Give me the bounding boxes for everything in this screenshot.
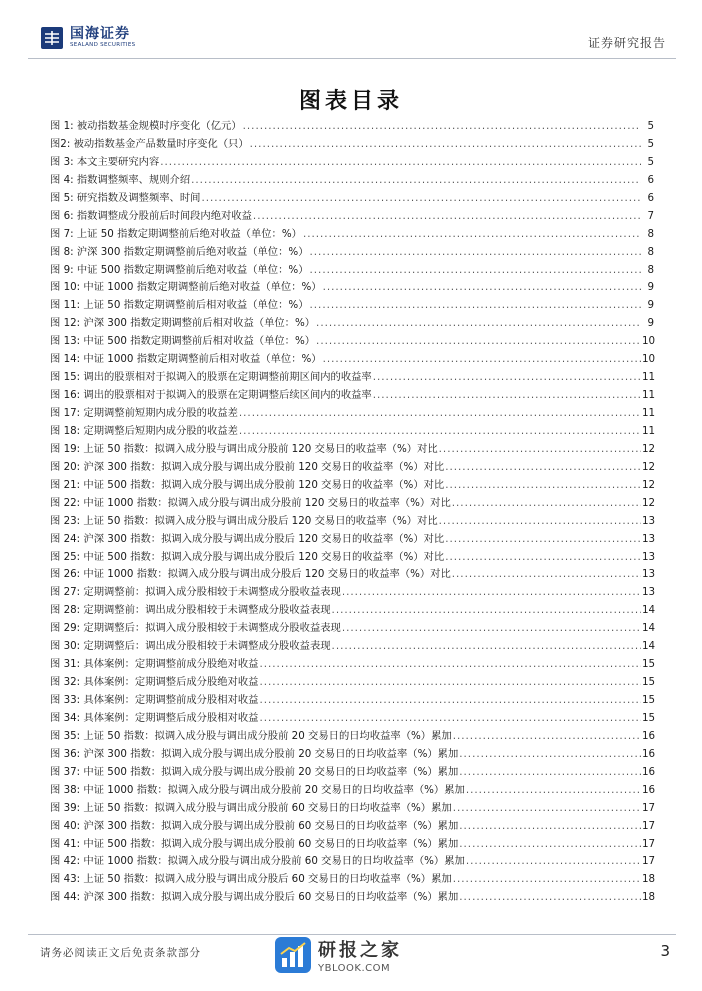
toc-entry[interactable] [50, 153, 654, 171]
toc-entry-page: 17 [642, 819, 656, 832]
toc-entry[interactable] [50, 637, 654, 655]
toc-entry-page: 14 [642, 640, 656, 653]
toc-entry-page: 11 [642, 424, 656, 437]
report-type: 证券研究报告 [587, 36, 666, 50]
toc-entry[interactable] [50, 835, 654, 853]
toc-entry[interactable] [50, 548, 654, 566]
toc-entry-page: 5 [647, 120, 654, 132]
toc-entry-page: 17 [642, 837, 656, 850]
toc-entry-label: 图 21: 中证 500 指数：拟调入成分股与调出成分股前 120 交易日的收益率（%）对比 [50, 478, 445, 491]
toc-dot-leader [445, 533, 641, 545]
toc-entry-page: 6 [647, 191, 654, 204]
toc-entry-label: 图 16: 调出的股票相对于拟调入的股票在定期调整后续区间内的收益率 [50, 389, 372, 402]
toc-entry-label: 图 26: 中证 1000 指数：拟调入成分股与调出成分股后 120 交易日的收益率（%）对比 [50, 568, 451, 581]
toc-entry[interactable] [50, 207, 654, 225]
toc-entry[interactable] [50, 799, 654, 817]
logo-name-en: SEALAND SECURITIES [70, 42, 136, 49]
toc-dot-leader [316, 317, 641, 329]
toc-entry-page: 13 [642, 568, 656, 581]
toc-entry-page: 15 [642, 676, 656, 689]
toc-entry-page: 13 [642, 550, 656, 563]
toc-dot-leader [323, 281, 641, 293]
toc-dot-leader [439, 443, 641, 455]
toc-entry-label: 图 1: 被动指数基金规模时序变化（亿元） [50, 120, 242, 132]
toc-entry[interactable] [50, 476, 654, 494]
toc-dot-leader [239, 407, 641, 419]
toc-entry[interactable] [50, 888, 654, 906]
toc-entry[interactable] [50, 619, 654, 637]
toc-entry-page: 13 [642, 586, 656, 599]
toc-dot-leader [466, 784, 641, 796]
toc-entry[interactable] [50, 530, 654, 548]
toc-entry[interactable] [50, 870, 654, 888]
toc-entry[interactable] [50, 135, 654, 153]
company-logo [40, 26, 135, 50]
toc-dot-leader [259, 712, 641, 724]
toc-dot-leader [452, 568, 641, 580]
toc-entry[interactable] [50, 368, 654, 386]
toc-entry[interactable] [50, 314, 654, 332]
toc-entry-page: 12 [642, 496, 656, 509]
toc-entry[interactable] [50, 440, 654, 458]
toc-entry-label: 图 41: 中证 500 指数：拟调入成分股与调出成分股前 60 交易日的日均收益率（%）累加 [50, 837, 459, 850]
toc-entry-page: 18 [642, 873, 656, 886]
toc-dot-leader [373, 371, 641, 383]
toc-dot-leader [332, 640, 641, 652]
toc-entry-label: 图 5: 研究指数及调整频率、时间 [50, 191, 201, 204]
toc-entry-label: 图 6: 指数调整成分股前后时间段内绝对收益 [50, 209, 252, 222]
toc-entry[interactable] [50, 261, 654, 279]
watermark-name: 研报之家 [318, 940, 402, 961]
bar-chart-logo-icon [274, 936, 312, 974]
toc-entry[interactable] [50, 727, 654, 745]
toc-entry-page: 6 [647, 173, 654, 186]
page-footer [28, 932, 676, 972]
toc-entry-page: 16 [642, 729, 656, 742]
toc-dot-leader [239, 425, 641, 437]
toc-dot-leader [250, 138, 641, 150]
toc-entry-label: 图 31: 具体案例：定期调整前成分股绝对收益 [50, 658, 259, 671]
toc-entry[interactable] [50, 601, 654, 619]
toc-entry-page: 13 [642, 532, 656, 545]
sealand-logo-icon [40, 26, 64, 50]
toc-dot-leader [243, 120, 641, 132]
toc-entry-label: 图 28: 定期调整前：调出成分股相较于未调整成分股收益表现 [50, 604, 331, 617]
toc-entry-page: 16 [642, 765, 656, 778]
toc-entry[interactable] [50, 583, 654, 601]
toc-entry-page: 8 [647, 227, 654, 240]
toc-entry-page: 15 [642, 694, 656, 706]
disclaimer-text: 请务必阅读正文后免责条款部分 [40, 947, 201, 959]
toc-entry[interactable] [50, 117, 654, 135]
toc-dot-leader [453, 873, 641, 885]
toc-dot-leader [201, 192, 641, 204]
footer-divider [28, 934, 676, 935]
toc-dot-leader [445, 551, 641, 563]
toc-dot-leader [373, 389, 641, 401]
logo-name-cn: 国海证券 [70, 26, 130, 43]
toc-entry[interactable] [50, 350, 654, 368]
toc-entry-label: 图 43: 上证 50 指数：拟调入成分股与调出成分股后 60 交易日的日均收益率（%）累加 [50, 873, 452, 886]
toc-entry-label: 图 37: 中证 500 指数：拟调入成分股与调出成分股前 20 交易日的日均收益率（%）累加 [50, 765, 459, 778]
toc-dot-leader [253, 210, 641, 222]
toc-entry-label: 图 29: 定期调整后：拟调入成分股相较于未调整成分股收益表现 [50, 622, 341, 635]
toc-entry-page: 9 [647, 299, 654, 312]
toc-entry[interactable] [50, 278, 654, 296]
toc-entry-label: 图 20: 沪深 300 指数：拟调入成分股与调出成分股前 120 交易日的收益率（%）对比 [50, 460, 445, 473]
watermark [274, 936, 402, 974]
toc-dot-leader [459, 748, 641, 760]
toc-entry-page: 9 [647, 317, 654, 330]
toc-entry-label: 图 42: 中证 1000 指数：拟调入成分股与调出成分股前 60 交易日的日均收益率（%）累加 [50, 855, 465, 868]
toc-dot-leader [453, 802, 641, 814]
toc-entry-label: 图 44: 沪深 300 指数：拟调入成分股与调出成分股后 60 交易日的日均收益率（%）累加 [50, 891, 459, 904]
toc-entry-label: 图 32: 具体案例：定期调整后成分股绝对收益 [50, 676, 259, 689]
toc-entry-label: 图 14: 中证 1000 指数定期调整前后相对收益（单位：%） [50, 353, 322, 366]
toc-entry-page: 15 [642, 711, 656, 724]
toc-entry[interactable] [50, 709, 654, 727]
toc-entry-label: 图 3: 本文主要研究内容 [50, 155, 160, 168]
toc-entry-page: 9 [647, 281, 654, 294]
toc-entry-page: 15 [642, 658, 656, 671]
toc-dot-leader [259, 658, 641, 670]
toc-dot-leader [445, 479, 641, 491]
toc-dot-leader [310, 299, 642, 311]
toc-entry-label: 图 12: 沪深 300 指数定期调整前后相对收益（单位：%） [50, 317, 316, 330]
toc-entry[interactable] [50, 512, 654, 530]
page-header [28, 22, 676, 64]
toc-dot-leader [303, 228, 641, 240]
toc-entry-label: 图 24: 沪深 300 指数：拟调入成分股与调出成分股后 120 交易日的收益率（%）对比 [50, 532, 445, 545]
toc-dot-leader [342, 586, 641, 598]
toc-entry-page: 14 [642, 604, 656, 617]
toc-entry[interactable] [50, 422, 654, 440]
toc-entry-label: 图 33: 具体案例：定期调整前成分股相对收益 [50, 694, 259, 706]
toc-entry[interactable] [50, 655, 654, 673]
toc-entry-label: 图 27: 定期调整前：拟调入成分股相较于未调整成分股收益表现 [50, 586, 341, 599]
toc-entry-label: 图 18: 定期调整后短期内成分股的收益差 [50, 424, 238, 437]
toc-entry-label: 图 19: 上证 50 指数：拟调入成分股与调出成分股前 120 交易日的收益率（%）对比 [50, 442, 438, 455]
toc-entry[interactable] [50, 404, 654, 422]
toc-entry[interactable] [50, 565, 654, 583]
toc-entry-page: 5 [647, 155, 654, 168]
toc-dot-leader [160, 156, 641, 168]
toc-entry-label: 图 23: 上证 50 指数：拟调入成分股与调出成分股后 120 交易日的收益率（%）对比 [50, 514, 438, 527]
toc-entry-page: 5 [647, 137, 654, 150]
toc-dot-leader [459, 838, 641, 850]
toc-entry-label: 图 9: 中证 500 指数定期调整前后绝对收益（单位：%） [50, 263, 309, 276]
header-divider [28, 58, 676, 59]
toc-entry[interactable] [50, 673, 654, 691]
toc-dot-leader [466, 855, 641, 867]
toc-entry-page: 11 [642, 407, 656, 419]
toc-entry-page: 11 [642, 371, 656, 384]
toc-entry-page: 8 [647, 263, 654, 276]
toc-entry[interactable] [50, 243, 654, 261]
watermark-url[interactable]: YBLOOK.COM [318, 963, 391, 974]
toc-dot-leader [452, 497, 641, 509]
toc-entry-page: 10 [642, 335, 656, 348]
toc-dot-leader [453, 730, 641, 742]
toc-entry[interactable] [50, 494, 654, 512]
toc-entry-label: 图 25: 中证 500 指数：拟调入成分股与调出成分股后 120 交易日的收益率（%）对比 [50, 550, 445, 563]
toc-dot-leader [259, 694, 641, 706]
toc-entry-page: 14 [642, 622, 656, 635]
toc-entry-label: 图 40: 沪深 300 指数：拟调入成分股与调出成分股前 60 交易日的日均收益率（%）累加 [50, 819, 459, 832]
toc-entry[interactable] [50, 189, 654, 207]
toc-entry-page: 12 [642, 442, 656, 455]
toc-entry-label: 图 8: 沪深 300 指数定期调整前后绝对收益（单位：%） [50, 245, 309, 258]
toc-entry-page: 16 [642, 747, 656, 760]
toc-entry[interactable] [50, 296, 654, 314]
toc-entry[interactable] [50, 852, 654, 870]
toc-dot-leader [459, 766, 641, 778]
toc-entry[interactable] [50, 763, 654, 781]
toc-dot-leader [259, 676, 641, 688]
toc-entry-label: 图2: 被动指数基金产品数量时序变化（只） [50, 137, 249, 150]
toc-entry-page: 8 [647, 245, 654, 258]
toc-dot-leader [323, 353, 641, 365]
toc-entry[interactable] [50, 332, 654, 350]
toc-entry[interactable] [50, 171, 654, 189]
toc-entry-page: 10 [642, 353, 656, 366]
toc-entry-page: 7 [647, 209, 654, 222]
toc-entry-page: 16 [642, 783, 656, 796]
toc-entry-label: 图 4: 指数调整频率、规则介绍 [50, 173, 191, 186]
toc-entry-page: 17 [642, 855, 656, 868]
toc-entry-page: 17 [642, 801, 656, 814]
toc-dot-leader [316, 335, 641, 347]
toc-dot-leader [310, 246, 642, 258]
toc-dot-leader [342, 622, 641, 634]
toc-entry-label: 图 34: 具体案例：定期调整后成分股相对收益 [50, 711, 259, 724]
toc-entry-label: 图 38: 中证 1000 指数：拟调入成分股与调出成分股前 20 交易日的日均收益率（%）累加 [50, 783, 465, 796]
toc-entry-label: 图 35: 上证 50 指数：拟调入成分股与调出成分股前 20 交易日的日均收益率（%）累加 [50, 729, 452, 742]
toc-entry[interactable] [50, 781, 654, 799]
toc-entry-label: 图 15: 调出的股票相对于拟调入的股票在定期调整前期区间内的收益率 [50, 371, 372, 384]
toc-entry-page: 18 [642, 891, 656, 904]
toc-entry-label: 图 7: 上证 50 指数定期调整前后绝对收益（单位：%） [50, 227, 302, 240]
toc-entry-page: 12 [642, 460, 656, 473]
toc-dot-leader [445, 461, 641, 473]
page-title: 图表目录 [298, 89, 403, 114]
toc-entry-page: 13 [642, 514, 656, 527]
toc-entry[interactable] [50, 458, 654, 476]
toc-entry-label: 图 39: 上证 50 指数：拟调入成分股与调出成分股前 60 交易日的日均收益率（%）累加 [50, 801, 452, 814]
toc-dot-leader [459, 891, 641, 903]
toc-entry-label: 图 36: 沪深 300 指数：拟调入成分股与调出成分股前 20 交易日的日均收益率（%）累加 [50, 747, 459, 760]
figure-list [50, 117, 654, 906]
toc-entry[interactable] [50, 691, 654, 709]
toc-dot-leader [459, 820, 641, 832]
toc-entry-label: 图 30: 定期调整后：调出成分股相较于未调整成分股收益表现 [50, 640, 331, 653]
page-number: 3 [660, 942, 670, 960]
toc-entry-page: 11 [642, 389, 656, 402]
toc-dot-leader [439, 515, 641, 527]
toc-dot-leader [191, 174, 641, 186]
toc-entry-label: 图 22: 中证 1000 指数：拟调入成分股与调出成分股前 120 交易日的收益率（%）对比 [50, 496, 451, 509]
toc-entry-label: 图 10: 中证 1000 指数定期调整前后绝对收益（单位：%） [50, 281, 322, 294]
toc-dot-leader [332, 604, 641, 616]
toc-dot-leader [310, 264, 642, 276]
toc-entry[interactable] [50, 817, 654, 835]
toc-entry[interactable] [50, 745, 654, 763]
toc-entry[interactable] [50, 386, 654, 404]
toc-entry[interactable] [50, 225, 654, 243]
toc-entry-label: 图 17: 定期调整前短期内成分股的收益差 [50, 407, 238, 419]
toc-entry-label: 图 13: 中证 500 指数定期调整前后相对收益（单位：%） [50, 335, 316, 348]
toc-entry-page: 12 [642, 478, 656, 491]
toc-entry-label: 图 11: 上证 50 指数定期调整前后相对收益（单位：%） [50, 299, 309, 312]
